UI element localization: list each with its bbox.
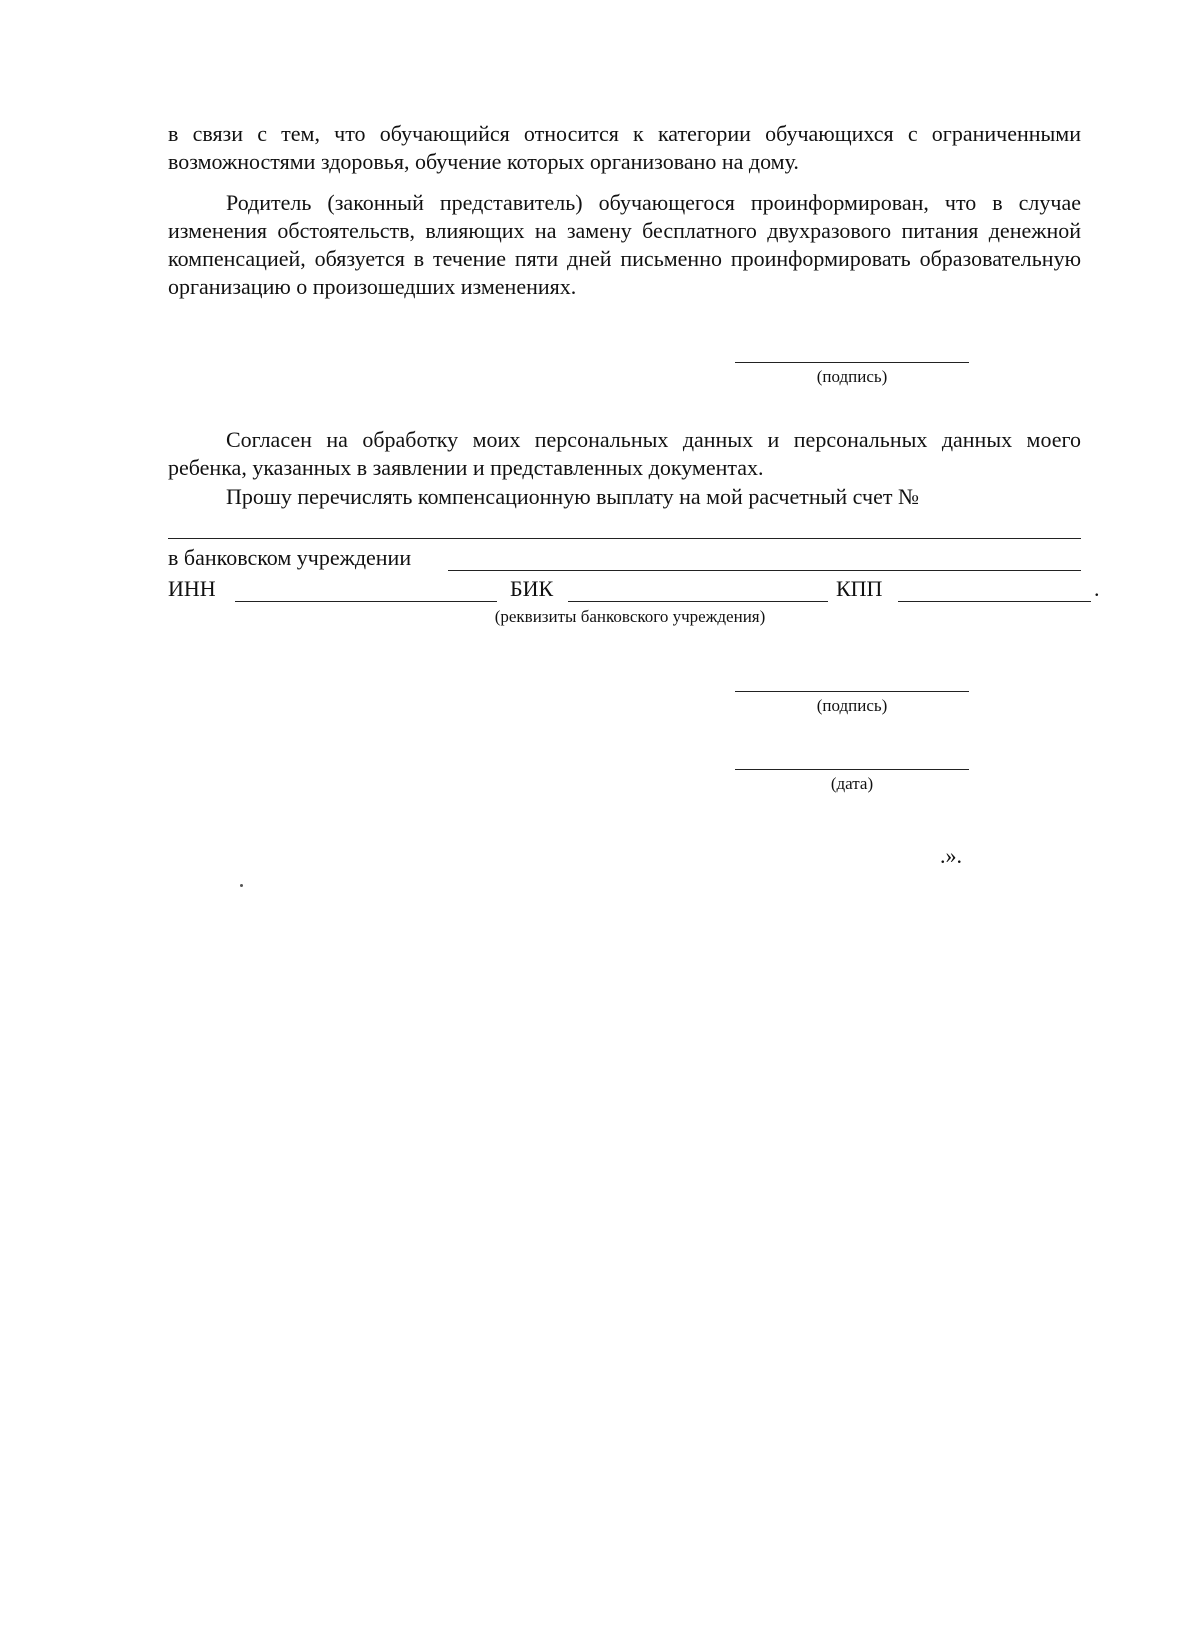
kpp-line [898, 601, 1091, 602]
paragraph-parent-informed: Родитель (законный представитель) обучающегося проинформирован, что в случае изменения обстоятельств, влияющих на замену бесплатного двухразового питания денежной компенсацией, обязуется в течение пяти дней письменно проинформировать образовательную организацию о произошедших изменениях. [168, 190, 1081, 299]
signature-caption-2: (подпись) [816, 696, 888, 715]
kpp-label: КПП [836, 576, 883, 601]
date-caption: (дата) [830, 774, 874, 793]
inn-label: ИНН [168, 576, 216, 601]
signature-line-2 [735, 691, 969, 692]
bank-name-line [448, 570, 1081, 571]
bank-details-caption: (реквизиты банковского учреждения) [494, 607, 766, 626]
date-line [735, 769, 969, 770]
inn-line [235, 601, 497, 602]
closing-mark: .». [940, 843, 962, 868]
bank-label: в банковском учреждении [168, 545, 412, 570]
scan-speck [240, 884, 243, 887]
signature-caption-1: (подпись) [816, 367, 888, 386]
signature-line-1 [735, 362, 969, 363]
line-end-dot: . [1094, 576, 1100, 601]
account-number-line [168, 538, 1081, 539]
bik-line [568, 601, 828, 602]
bik-label: БИК [510, 576, 554, 601]
paragraph-personal-data-consent: Согласен на обработку моих персональных данных и персональных данных моего ребенка, указанных в заявлении и представленных документах. [168, 427, 1081, 480]
paragraph-payment-request: Прошу перечислять компенсационную выплату на мой расчетный счет № [226, 484, 919, 509]
paragraph-health-limitations: в связи с тем, что обучающийся относится к категории обучающихся с ограниченными возможностями здоровья, обучение которых организовано на дому. [168, 121, 1081, 174]
